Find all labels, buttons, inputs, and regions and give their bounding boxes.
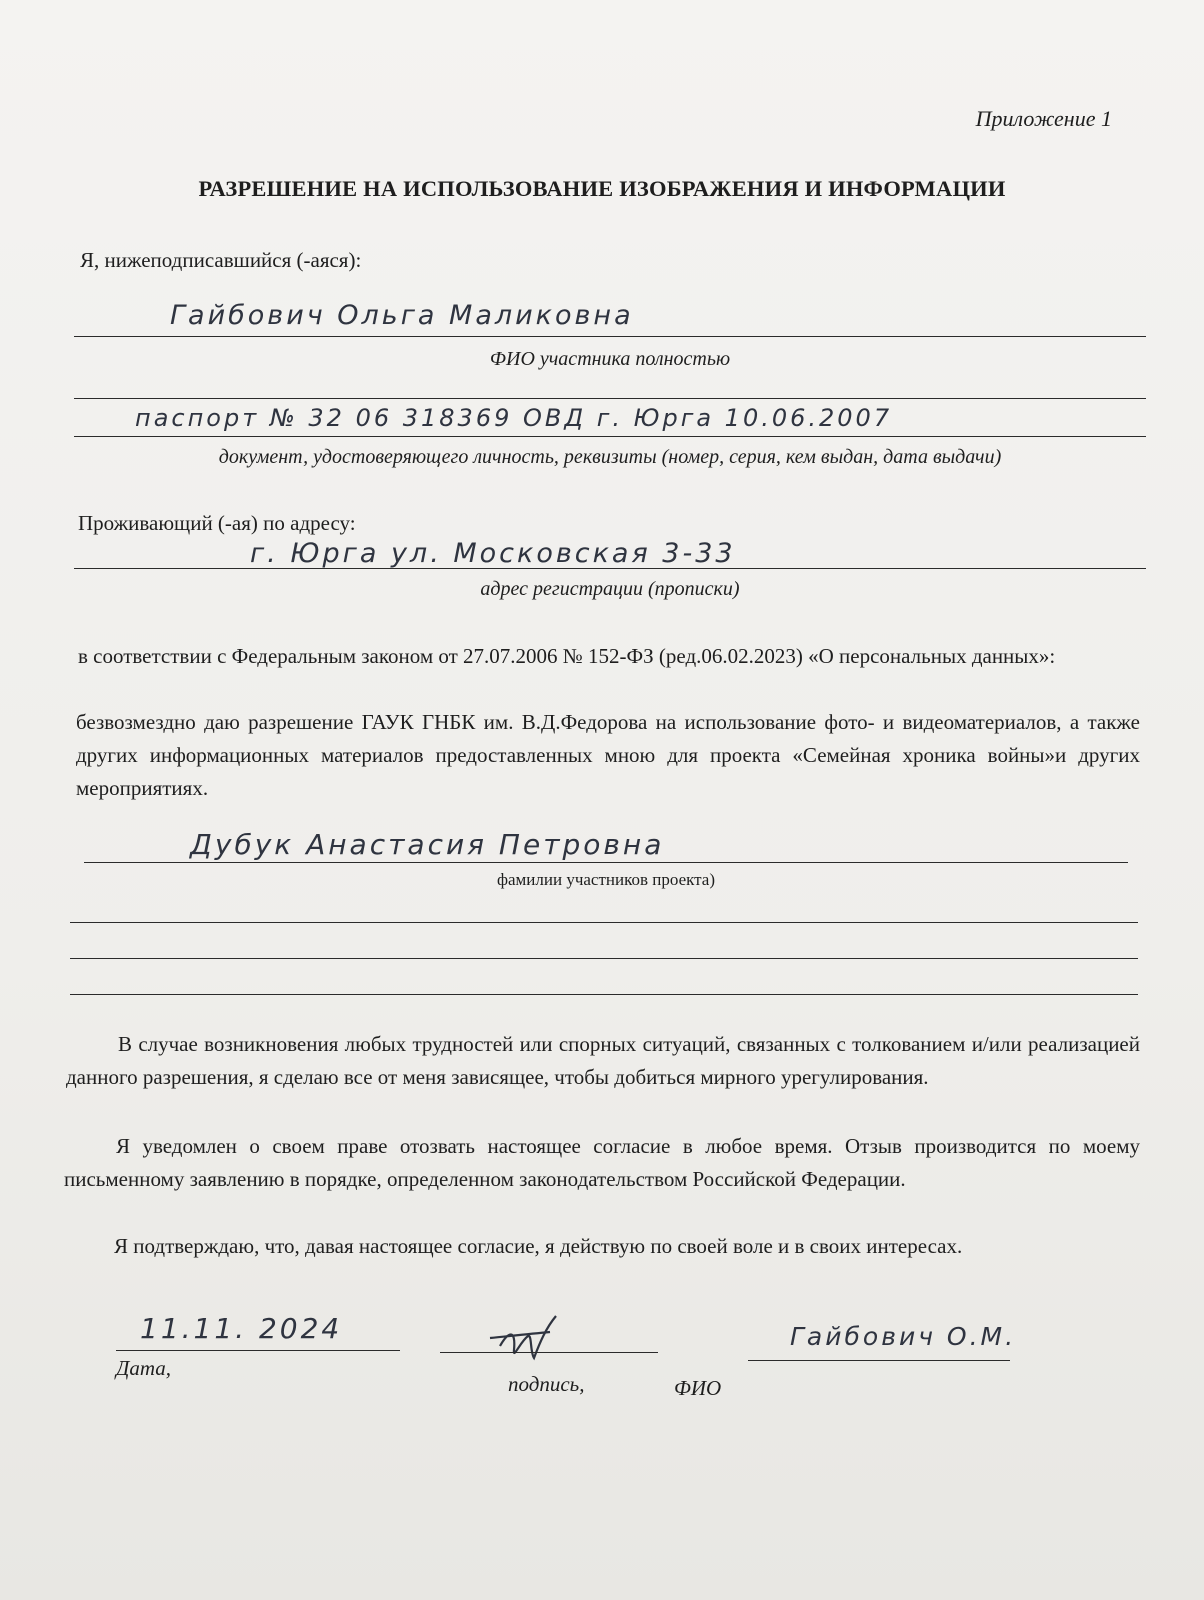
- signature-line: [440, 1352, 658, 1353]
- paragraph-disputes: В случае возникновения любых трудностей или спорных ситуаций, связанных с толкованием и/или реализацией данного разрешения, я сделаю все от меня зависящее, чтобы добиться мирного урегулирования.: [66, 1032, 1140, 1089]
- signature-label: подпись,: [508, 1372, 585, 1396]
- full-name-caption: ФИО участника полностью: [489, 348, 731, 370]
- document-title: РАЗРЕШЕНИЕ НА ИСПОЛЬЗОВАНИЕ ИЗОБРАЖЕНИЯ И ИНФОРМАЦИИ: [198, 176, 1006, 201]
- fio-handwritten: Гайбович О.М.: [790, 1322, 1017, 1351]
- date-line: [116, 1350, 400, 1351]
- document-line: [74, 436, 1146, 437]
- full-name-handwritten: Гайбович Ольга Маликовна: [170, 300, 634, 331]
- participants-line: [84, 862, 1128, 863]
- participants-handwritten: Дубук Анастасия Петровна: [190, 828, 665, 861]
- date-label: Дата,: [116, 1356, 172, 1380]
- address-caption: адрес регистрации (прописки): [480, 578, 740, 600]
- fio-line: [748, 1360, 1010, 1361]
- address-line: [74, 568, 1146, 569]
- date-handwritten: 11.11. 2024: [140, 1312, 343, 1345]
- permission-paragraph: безвозмездно даю разрешение ГАУК ГНБК им. В.Д.Федорова на использование фото- и видеоматериалов, а также других информационных материалов предоставленных мною для проекта «Семейная хроника войны»и других мероприятиях.: [76, 710, 1140, 800]
- blank-line-2: [70, 958, 1138, 959]
- full-name-line: [74, 336, 1146, 337]
- address-label: Проживающий (-ая) по адресу:: [78, 511, 356, 535]
- document-line-top: [74, 398, 1146, 399]
- address-handwritten: г. Юрга ул. Московская 3-33: [250, 538, 736, 569]
- intro-text: Я, нижеподписавшийся (-аяся):: [80, 248, 362, 272]
- fio-label: ФИО: [674, 1376, 722, 1400]
- document-handwritten: паспорт № 32 06 318369 ОВД г. Юрга 10.06.2007: [135, 404, 893, 432]
- signature-image: [480, 1302, 590, 1372]
- law-paragraph: в соответствии с Федеральным законом от 27.07.2006 № 152-ФЗ (ред.06.02.2023) «О персональных данных»:: [78, 644, 1056, 668]
- appendix-label: Приложение 1: [975, 106, 1112, 131]
- blank-line-3: [70, 994, 1138, 995]
- blank-line-1: [70, 922, 1138, 923]
- participants-caption: фамилии участников проекта): [496, 870, 715, 889]
- paragraph-free-will: Я подтверждаю, что, давая настоящее согласие, я действую по своей воле и в своих интересах.: [114, 1234, 963, 1258]
- document-caption: документ, удостоверяющего личность, реквизиты (номер, серия, кем выдан, дата выдачи): [218, 446, 1002, 468]
- paragraph-revocation: Я уведомлен о своем праве отозвать настоящее согласие в любое время. Отзыв производится по моему письменному заявлению в порядке, определенном законодательством Российской Федерации.: [64, 1134, 1140, 1191]
